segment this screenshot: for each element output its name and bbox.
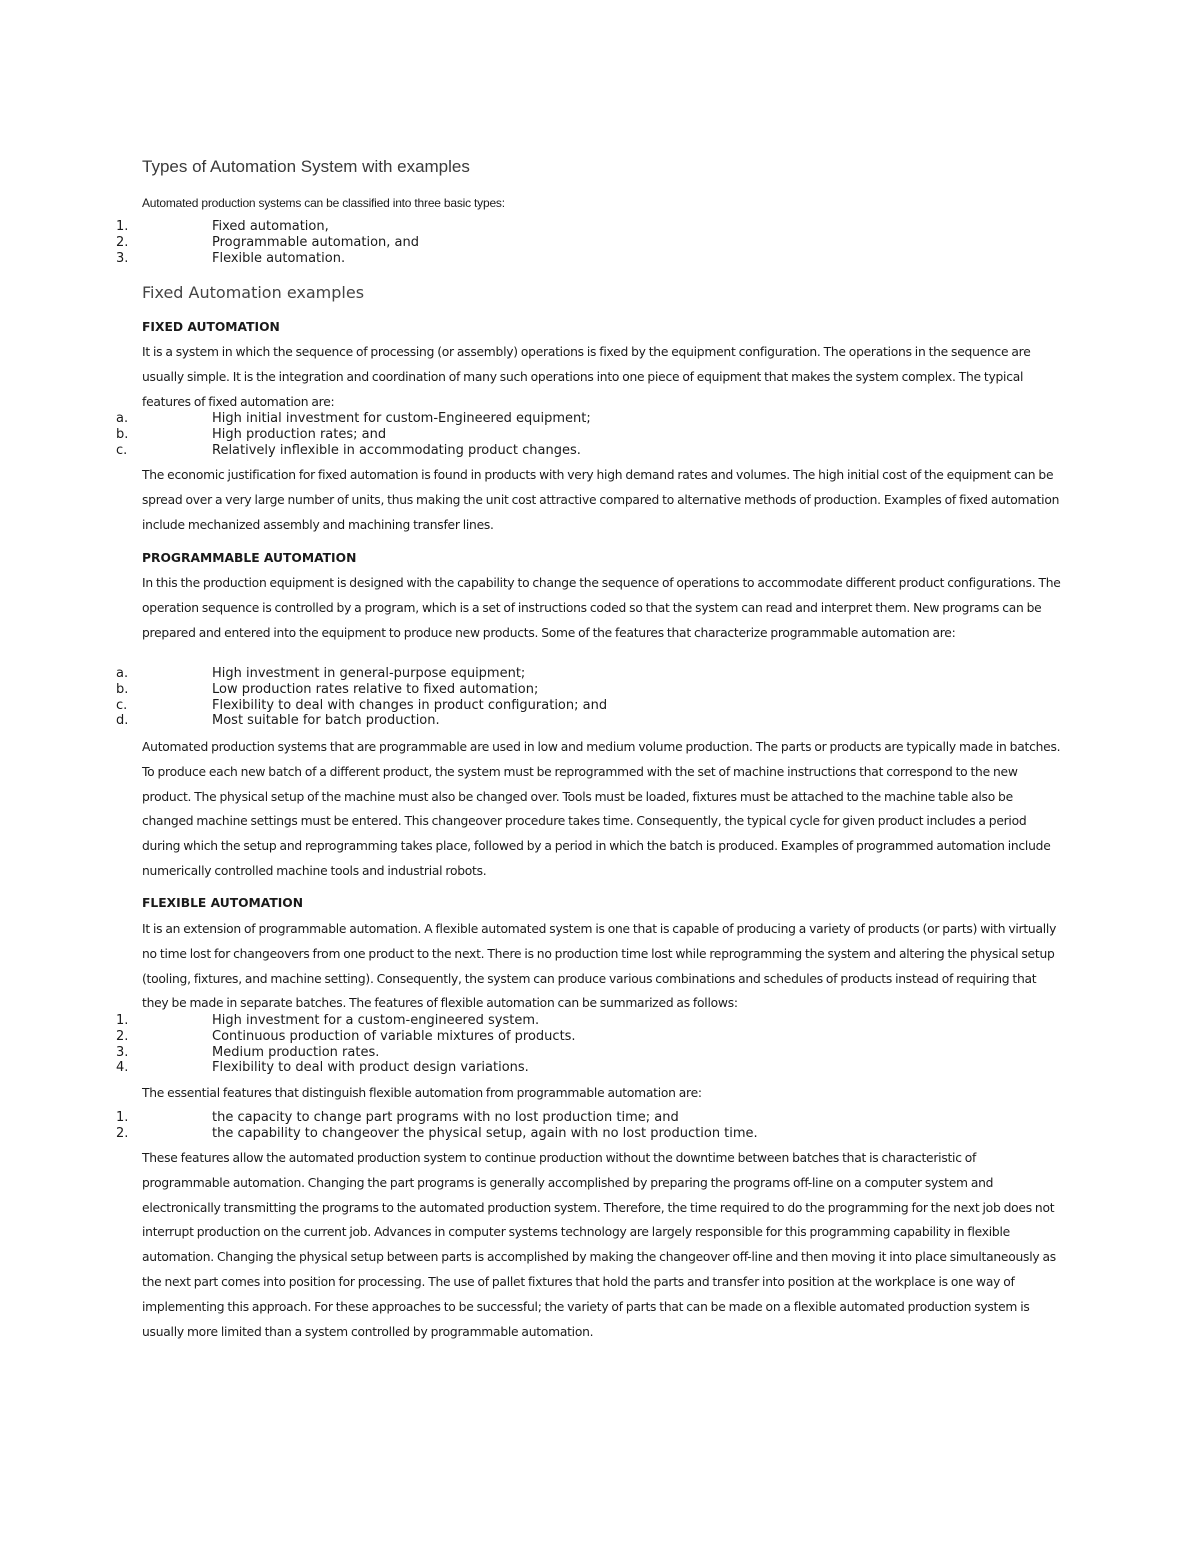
programmable-automation-heading: PROGRAMMABLE AUTOMATION (142, 551, 357, 565)
programmable-usage-paragraph: Automated production systems that are programmable are used in low and medium volume production. The parts or products are typically made in batches. To produce each new batch of a different product, the system must be reprogrammed with the set of machine instructions that correspond to the new product. The physical setup of the machine must also be changed over. Tools must be loaded, fixtures must be attached to the machine table also be changed machine settings must be entered. This changeover procedure takes time. Consequently, the typical cycle for given product includes a period during which the setup and reprogramming takes place, followed by a period in which the batch is produced. Examples of programmed automation include numerically controlled machine tools and industrial robots. (142, 740, 1061, 878)
list-marker: c. (116, 697, 128, 713)
list-marker: 3. (116, 250, 129, 266)
programmable-automation-paragraph: In this the production equipment is designed with the capability to change the sequence of operations to accommodate different product configurations. The operation sequence is controlled by a program, which is a set of instructions coded so that the system can read and interpret them. New programs can be prepared and entered into the equipment to produce new products. Some of the features that characterize programmable automation are: (142, 576, 1061, 640)
list-marker: 2. (116, 1125, 129, 1141)
intro-text: Automated production systems can be classified into three basic types: (142, 196, 505, 210)
fixed-automation-paragraph: It is a system in which the sequence of processing (or assembly) operations is fixed by the equipment configuration. The operations in the sequence are usually simple. It is the integration and coordination of many such operations into one piece of equipment that makes the system complex. The typical features of fixed automation are: (142, 345, 1031, 409)
section-title: Fixed Automation examples (142, 283, 365, 302)
list-item-text: High investment for a custom-engineered system. (212, 1013, 540, 1028)
list-marker: 2. (116, 1028, 129, 1044)
flexible-summary-paragraph: These features allow the automated production system to continue production without the downtime between batches that is characteristic of programmable automation. Changing the part programs is generally accomplished by preparing the programs off-line on a computer system and electronically transmitting the programs to the automated production system. Therefore, the time required to do the programming for the next job does not interrupt production on the current job. Advances in computer systems technology are largely responsible for this programming capability in flexible automation. Changing the physical setup between parts is accomplished by making the changeover off-line and then moving it into place simultaneously as the next part comes into position for processing. The use of pallet fixtures that hold the parts and transfer into position at the workplace is one way of implementing this approach. For these approaches to be successful; the variety of parts that can be made on a flexible automated production system is usually more limited than a system controlled by programmable automation. (142, 1151, 1056, 1339)
list-item-text: High investment in general-purpose equipment; (212, 666, 526, 681)
list-item-text: Fixed automation, (212, 219, 329, 234)
list-item-text: Flexible automation. (212, 250, 346, 266)
list-item-text: Programmable automation, and (212, 234, 419, 250)
list-marker: 4. (116, 1060, 129, 1076)
flexible-automation-paragraph: It is an extension of programmable automation. A flexible automated system is one that is capable of producing a variety of products (or parts) with virtually no time lost for changeovers from one product to the next. There is no production time lost while reprogramming the system and altering the physical setup (tooling, fixtures, and machine setting). Consequently, the system can produce various combinations and schedules of products instead of requiring that they be made in separate batches. The features of flexible automation can be summarized as follows: (142, 922, 1057, 1011)
list-marker: b. (116, 426, 129, 442)
list-marker: a. (116, 411, 129, 426)
list-item-text: High production rates; and (212, 426, 387, 442)
list-item-text: Relatively inflexible in accommodating product changes. (212, 442, 581, 458)
essential-features-intro: The essential features that distinguish flexible automation from programmable automation are: (142, 1086, 702, 1100)
list-item-text: the capacity to change part programs with no lost production time; and (212, 1110, 679, 1125)
list-marker: b. (116, 681, 129, 697)
list-marker: a. (116, 666, 129, 681)
list-item-text: Flexibility to deal with changes in product configuration; and (212, 697, 608, 713)
list-item-text: High initial investment for custom-Engineered equipment; (212, 411, 591, 426)
list-marker: 1. (116, 219, 129, 234)
fixed-automation-heading: FIXED AUTOMATION (142, 320, 280, 334)
list-item-text: the capability to changeover the physical setup, again with no lost production time. (212, 1125, 758, 1141)
fixed-justification-paragraph: The economic justification for fixed automation is found in products with very high demand rates and volumes. The high initial cost of the equipment can be spread over a very large number of units, thus making the unit cost attractive compared to alternative methods of production. Examples of fixed automation include mechanized assembly and machining transfer lines. (142, 468, 1060, 532)
list-item-text: Most suitable for batch production. (212, 713, 440, 729)
list-marker: c. (116, 442, 128, 458)
list-item-text: Medium production rates. (212, 1044, 380, 1060)
list-marker: 2. (116, 234, 129, 250)
list-marker: d. (116, 713, 129, 729)
list-marker: 1. (116, 1110, 129, 1125)
list-marker: 3. (116, 1044, 129, 1060)
list-item-text: Flexibility to deal with product design variations. (212, 1060, 529, 1076)
document-title: Types of Automation System with examples (142, 157, 470, 176)
list-marker: 1. (116, 1013, 129, 1028)
flexible-automation-heading: FLEXIBLE AUTOMATION (142, 896, 304, 910)
list-item-text: Continuous production of variable mixtures of products. (212, 1028, 576, 1044)
list-item-text: Low production rates relative to fixed automation; (212, 681, 539, 697)
